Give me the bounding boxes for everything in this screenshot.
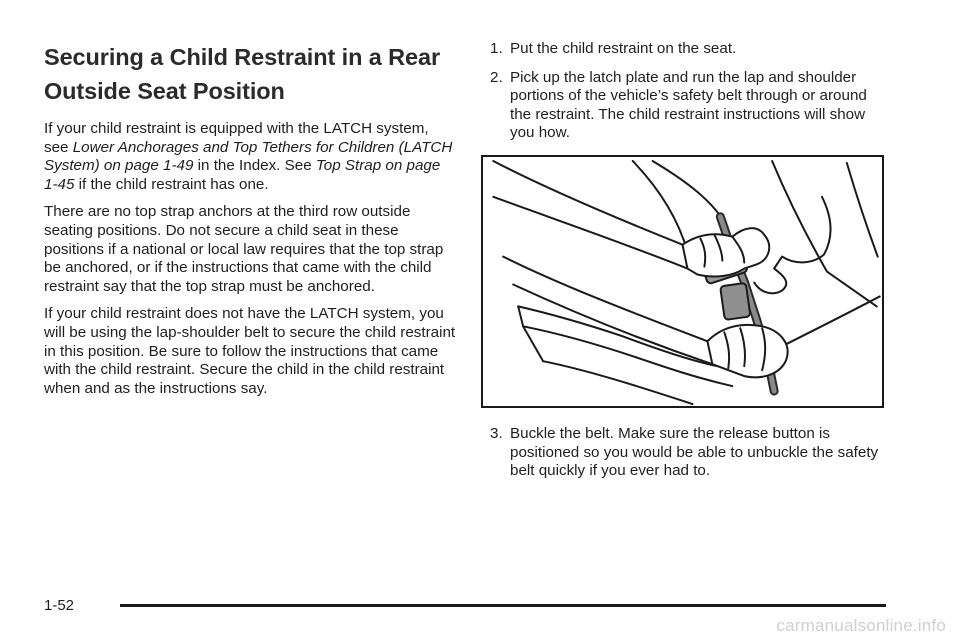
lower-hand bbox=[707, 325, 787, 377]
paragraph-latch-text-a: If your child restraint is equipped with the LATCH system, see bbox=[44, 120, 429, 156]
paragraph-latch-text-c: if the child restraint has one. bbox=[74, 175, 269, 193]
upper-arm-lower-outline bbox=[493, 197, 687, 269]
seat-back-inner-line bbox=[653, 161, 723, 219]
reference-latch-link[interactable]: Lower Anchorages and Top Tethers for Children (LATCH System) on page 1-49 bbox=[44, 138, 453, 175]
left-column bbox=[44, 40, 456, 407]
paragraph-latch-text-b: in the Index. See bbox=[193, 157, 316, 175]
page-number: 1-52 bbox=[44, 597, 75, 614]
page-title: Securing a Child Restraint in a Rear Outside Seat Position bbox=[44, 44, 441, 104]
seat-cushion-edge bbox=[523, 326, 732, 386]
paragraph-lap-shoulder: If your child restraint does not have the LATCH system, you will be using the lap-shoulder belt to secure the child restraint in this position. Be sure to follow the instructions that came with the child restraint. Secure the child in the child restraint when and as the instructions say. bbox=[44, 305, 456, 397]
step-3-text: Buckle the belt. Make sure the release button is positioned so you would be able to unbuckle the safety belt quickly if you ever had to. bbox=[510, 425, 879, 480]
paragraph-no-anchors: There are no top strap anchors at the third row outside seating positions. Do not secure a child seat in these positions if a national or local law requires that the top strap be anchored, or if the instructions that came with the child restraint say that the top strap must be anchored. bbox=[44, 203, 444, 295]
step-3-block bbox=[482, 425, 888, 491]
step-1-text: Put the child restraint on the seat. bbox=[510, 40, 737, 57]
upper-hand bbox=[683, 228, 770, 276]
seat-right-edge bbox=[847, 163, 878, 257]
step-2-number: 2. bbox=[490, 68, 503, 86]
reference-top-strap-link[interactable]: Top Strap on page 1-45 bbox=[44, 157, 441, 193]
site-watermark: carmanualsonline.info bbox=[776, 616, 946, 635]
seat-back-outline bbox=[633, 161, 688, 252]
belt-routing-illustration bbox=[481, 155, 884, 408]
step-3-number: 3. bbox=[490, 425, 503, 442]
step-2-text: Pick up the latch plate and run the lap and shoulder portions of the vehicle’s safety belt through or around the restraint. The child restraint instructions will show you how. bbox=[510, 68, 867, 142]
buckle-body bbox=[720, 283, 750, 320]
steps-list bbox=[482, 40, 888, 143]
step-2 bbox=[482, 69, 888, 143]
seat-cushion-top bbox=[518, 306, 717, 366]
seat-right-contour bbox=[772, 161, 877, 306]
steps-list-continued bbox=[482, 425, 888, 481]
paragraph-latch bbox=[44, 120, 456, 194]
lower-arm-lower-outline bbox=[513, 284, 712, 364]
right-column bbox=[482, 40, 888, 153]
step-1 bbox=[482, 40, 888, 59]
footer-rule bbox=[120, 604, 886, 607]
seat-left-side bbox=[518, 306, 543, 361]
step-1-number: 1. bbox=[490, 40, 503, 57]
upper-arm-outline bbox=[493, 161, 682, 245]
step-3 bbox=[482, 425, 888, 481]
